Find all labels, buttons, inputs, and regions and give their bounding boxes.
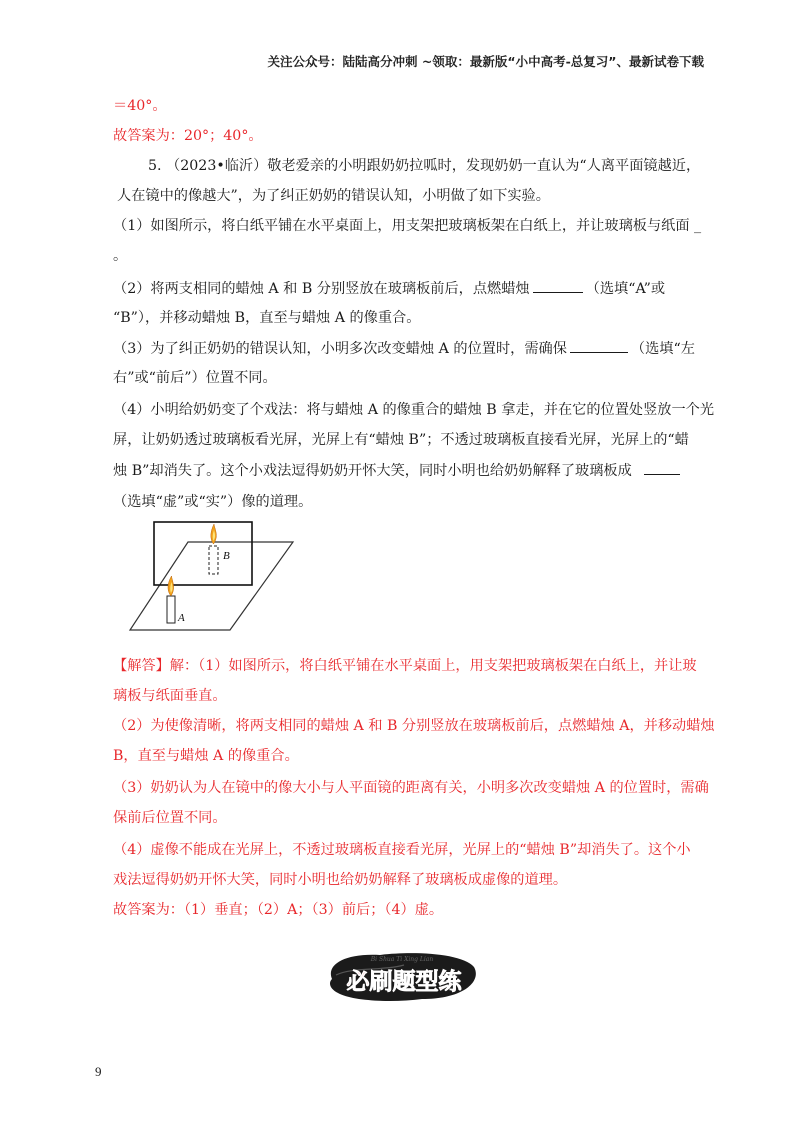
question-5-stem-2: 人在镜中的像越大”，为了纠正奶奶的错误认知，小明做了如下实验。 [117,188,550,204]
solution-4b: 戏法逗得奶奶开怀大笑，同时小明也给奶奶解释了玻璃板成虚像的道理。 [113,872,568,888]
answer-continuation: ＝40°。 [113,98,167,114]
question-5-part-1: （1）如图所示，将白纸平铺在水平桌面上，用支架把玻璃板架在白纸上，并让玻璃板与纸面 _ [113,218,702,234]
page-number: 9 [95,1064,102,1079]
question-5-part-3-text: （3）为了纠正奶奶的错误认知，小明多次改变蜡烛 A 的位置时，需确保 [113,341,567,357]
question-5-part-4-3-text: 烛 B”却消失了。这个小戏法逗得奶奶开怀大笑，同时小明也给奶奶解释了玻璃板成 [113,463,632,479]
solution-3b: 保前后位置不同。 [113,810,227,826]
solution-1b: 璃板与纸面垂直。 [113,688,227,704]
question-5-stem-1: 5. （2023•临沂）敬老爱亲的小明跟奶奶拉呱时，发现奶奶一直认为“人离平面镜越近， [148,158,701,174]
question-5-part-2-end: “B”），并移动蜡烛 B，直至与蜡烛 A 的像重合。 [113,310,421,326]
page-header: 关注公众号：陆陆高分冲刺 ~领取：最新版“小中高考-总复习”、最新试卷下载 [267,54,704,69]
question-5-part-3-option: （选填“左 [630,341,695,357]
answer-blank-4 [644,460,680,475]
solution-4a: （4）虚像不能成在光屏上，不透过玻璃板直接看光屏，光屏上的“蜡烛 B”却消失了。这个小 [113,842,691,858]
question-5-part-4-2: 屏，让奶奶透过玻璃板看光屏，光屏上有“蜡烛 B”；不透过玻璃板直接看光屏，光屏上的“蜡 [113,432,689,448]
answer-summary-4: 故答案为：20°；40°。 [113,128,263,144]
question-5-part-4-4: （选填“虚”或“实”）像的道理。 [113,494,313,510]
solution-2b: B，直至与蜡烛 A 的像重合。 [113,748,299,764]
experiment-figure [128,520,298,635]
glass-plate [154,522,252,585]
question-5-part-2-option: （选填“A”或 [585,281,666,297]
question-5-part-3-end: 右”或“前后”）位置不同。 [113,370,277,386]
question-5-part-3 [113,338,695,359]
candle-a [167,596,175,623]
question-5-part-1-end: 。 [113,248,128,264]
final-answer: 故答案为：（1）垂直；（2）A；（3）前后；（4）虚。 [113,902,444,918]
solution-1a: 【解答】解：（1）如图所示，将白纸平铺在水平桌面上，用支架把玻璃板架在白纸上，并让玻 [113,658,697,674]
question-5-part-4-1: （4）小明给奶奶变了个戏法：将与蜡烛 A 的像重合的蜡烛 B 拿走，并在它的位置处竖放一个光 [113,402,715,418]
solution-2a: （2）为使像清晰，将两支相同的蜡烛 A 和 B 分别竖放在玻璃板前后，点燃蜡烛 A，并移动蜡烛 [113,718,715,734]
logo-text: 必刷题型练 [346,969,462,995]
label-a: A [178,612,185,624]
answer-blank-2 [533,278,583,293]
label-b: B [223,550,230,562]
candle-b [209,546,218,574]
answer-blank-3 [570,338,628,353]
logo-script-text: Bi Shua Ti Xing Lian [370,956,434,963]
question-5-part-2 [113,278,665,299]
bishua-logo [322,945,482,1007]
question-5-part-4-3 [113,460,683,481]
solution-3a: （3）奶奶认为人在镜中的像大小与人平面镜的距离有关，小明多次改变蜡烛 A 的位置时，需确 [113,780,709,796]
question-5-part-2-text: （2）将两支相同的蜡烛 A 和 B 分别竖放在玻璃板前后，点燃蜡烛 [113,281,530,297]
